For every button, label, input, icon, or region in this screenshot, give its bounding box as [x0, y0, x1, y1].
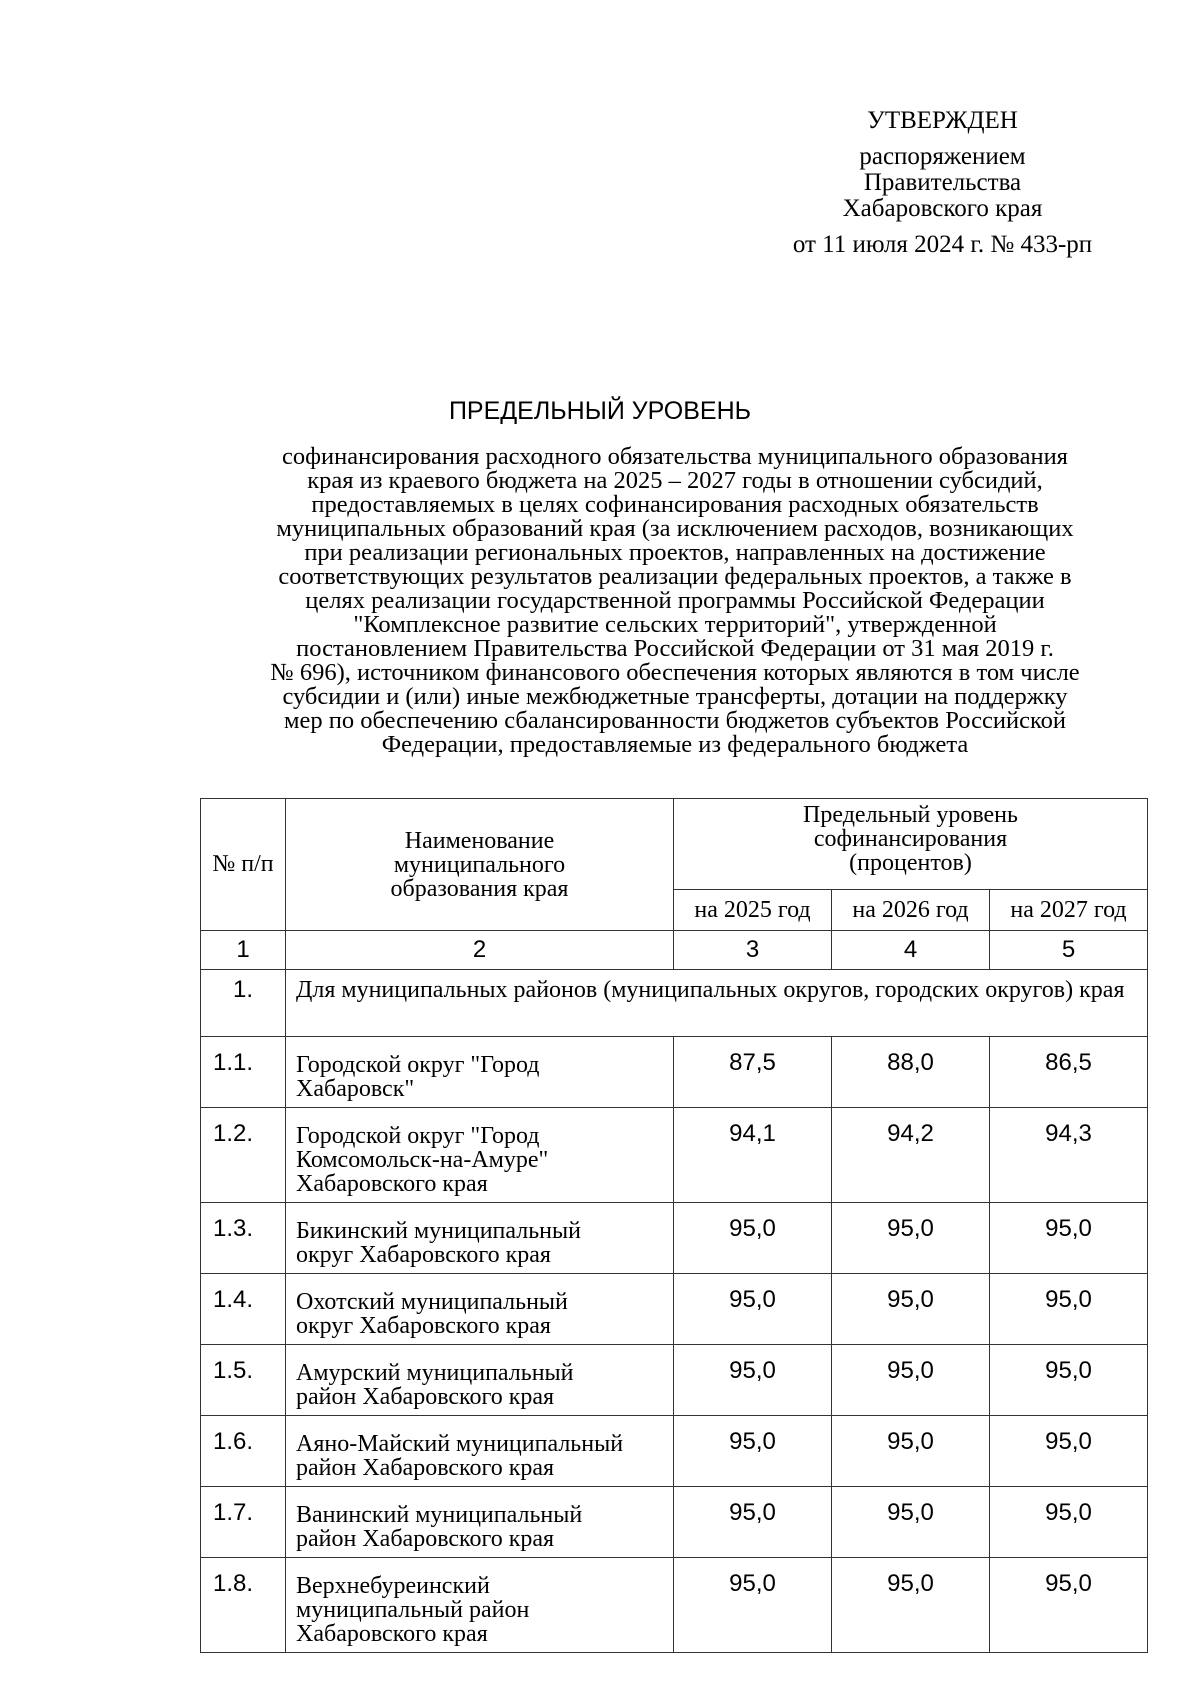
row-value-2025: 95,0: [674, 1274, 832, 1345]
row-value-2025: 95,0: [674, 1558, 832, 1653]
row-name-line: Городской округ "Город: [296, 1123, 540, 1149]
row-name-line: Амурский муниципальный: [296, 1360, 574, 1386]
table-row: [201, 1558, 1148, 1653]
subtitle-line: постановлением Правительства Российской Федерации от 31 мая 2019 г.: [296, 635, 1054, 662]
row-value-2026: 95,0: [832, 1203, 990, 1274]
row-value-2025: 95,0: [674, 1487, 832, 1558]
row-num: 1.6.: [201, 1416, 286, 1487]
header-level-text: Предельный уровень софинансирования (процентов): [803, 802, 1018, 876]
row-name-line: округ Хабаровского края: [296, 1242, 551, 1268]
row-num: 1.7.: [201, 1487, 286, 1558]
subtitle-line: мер по обеспечению сбалансированности бюджетов субъектов Российской: [284, 707, 1066, 734]
row-name-line: район Хабаровского края: [296, 1526, 555, 1552]
header-year-2025: на 2025 год: [674, 890, 832, 931]
row-num: 1.2.: [201, 1108, 286, 1203]
subtitle-line: края из краевого бюджета на 2025 – 2027 годы в отношении субсидий,: [307, 467, 1043, 494]
row-name: [286, 1108, 674, 1203]
row-value-2027: 95,0: [990, 1345, 1148, 1416]
row-value-2025: 95,0: [674, 1345, 832, 1416]
column-index: 2: [286, 931, 674, 970]
approval-title: УТВЕРЖДЕН: [867, 107, 1018, 134]
section-text: Для муниципальных районов (муниципальных округов, городских округов) края: [286, 970, 1148, 1037]
row-num: 1.5.: [201, 1345, 286, 1416]
approval-line-1: распоряжением: [859, 143, 1026, 170]
row-value-2027: 86,5: [990, 1037, 1148, 1108]
subtitle-line: субсидии и (или) иные межбюджетные трансферты, дотации на поддержку: [282, 683, 1068, 710]
row-name-line: Городской округ "Город: [296, 1052, 540, 1078]
header-num: № п/п: [201, 799, 286, 931]
row-name-line: Ванинский муниципальный: [296, 1502, 583, 1528]
header-level: [674, 799, 1148, 890]
table-row: [201, 1274, 1148, 1345]
header-name-text: Наименование муниципального образования края: [390, 827, 569, 902]
subtitle-line: Федерации, предоставляемые из федерального бюджета: [381, 731, 969, 758]
row-value-2027: 95,0: [990, 1487, 1148, 1558]
table-row: [201, 1416, 1148, 1487]
subtitle-line: софинансирования расходного обязательства муниципального образования: [282, 443, 1068, 470]
row-name: [286, 1037, 674, 1108]
row-name-line: Верхнебуреинский: [296, 1573, 490, 1599]
header-year-2026: на 2026 год: [832, 890, 990, 931]
row-value-2025: 95,0: [674, 1416, 832, 1487]
table-row: [201, 1108, 1148, 1203]
row-name-line: Охотский муниципальный: [296, 1289, 568, 1315]
row-value-2026: 95,0: [832, 1345, 990, 1416]
header-year-2027: на 2027 год: [990, 890, 1148, 931]
row-name: [286, 1416, 674, 1487]
document-subtitle: [200, 445, 1150, 757]
row-value-2026: 95,0: [832, 1487, 990, 1558]
row-name-line: муниципальный район: [296, 1597, 530, 1623]
table-row: [201, 1037, 1148, 1108]
row-value-2025: 87,5: [674, 1037, 832, 1108]
row-num: 1.1.: [201, 1037, 286, 1108]
subtitle-line: при реализации региональных проектов, направленных на достижение: [304, 539, 1046, 566]
row-name-line: район Хабаровского края: [296, 1384, 555, 1410]
row-num: 1.8.: [201, 1558, 286, 1653]
approval-line-3: Хабаровского края: [842, 195, 1043, 222]
row-name: [286, 1203, 674, 1274]
header-name: [286, 799, 674, 931]
row-num: 1.4.: [201, 1274, 286, 1345]
row-name-line: Хабаровского края: [296, 1171, 488, 1197]
document-title: ПРЕДЕЛЬНЫЙ УРОВЕНЬ: [448, 397, 752, 425]
row-value-2025: 95,0: [674, 1203, 832, 1274]
row-name-line: Хабаровск": [296, 1076, 415, 1102]
row-name: [286, 1487, 674, 1558]
row-name: [286, 1274, 674, 1345]
row-value-2025: 94,1: [674, 1108, 832, 1203]
row-value-2027: 95,0: [990, 1274, 1148, 1345]
row-value-2027: 95,0: [990, 1558, 1148, 1653]
row-value-2026: 94,2: [832, 1108, 990, 1203]
row-name: [286, 1345, 674, 1416]
row-name-line: Комсомольск-на-Амуре": [296, 1147, 549, 1173]
row-value-2026: 95,0: [832, 1416, 990, 1487]
column-index: 4: [832, 931, 990, 970]
column-index-row: [201, 931, 1148, 970]
column-index: 3: [674, 931, 832, 970]
row-name-line: Хабаровского края: [296, 1621, 488, 1647]
subtitle-line: "Комплексное развитие сельских территорий", утвержденной: [353, 611, 997, 638]
approval-block: [760, 108, 1125, 258]
table-header-row: [201, 799, 1148, 890]
subtitle-line: целях реализации государственной программы Российской Федерации: [305, 587, 1045, 614]
row-name-line: округ Хабаровского края: [296, 1313, 551, 1339]
table-row: [201, 1203, 1148, 1274]
row-value-2026: 95,0: [832, 1274, 990, 1345]
cofinancing-table: [200, 798, 1148, 1653]
approval-date: от 11 июля 2024 г. № 433-рп: [792, 231, 1093, 258]
column-index: 1: [201, 931, 286, 970]
row-value-2026: 95,0: [832, 1558, 990, 1653]
subtitle-line: предоставляемых в целях софинансирования расходных обязательств: [311, 491, 1039, 518]
row-name-line: Бикинский муниципальный: [296, 1218, 581, 1244]
subtitle-line: № 696), источником финансового обеспечения которых являются в том числе: [270, 659, 1080, 686]
row-name-line: район Хабаровского края: [296, 1455, 555, 1481]
section-num: 1.: [201, 970, 286, 1037]
row-value-2027: 94,3: [990, 1108, 1148, 1203]
section-row: [201, 970, 1148, 1037]
subtitle-line: муниципальных образований края (за исключением расходов, возникающих: [276, 515, 1074, 542]
subtitle-line: соответствующих результатов реализации федеральных проектов, а также в: [278, 563, 1072, 590]
row-value-2027: 95,0: [990, 1203, 1148, 1274]
row-name: [286, 1558, 674, 1653]
row-name-line: Аяно-Майский муниципальный: [296, 1431, 624, 1457]
table-row: [201, 1487, 1148, 1558]
row-value-2026: 88,0: [832, 1037, 990, 1108]
approval-line-2: Правительства: [863, 169, 1022, 196]
table-row: [201, 1345, 1148, 1416]
row-num: 1.3.: [201, 1203, 286, 1274]
row-value-2027: 95,0: [990, 1416, 1148, 1487]
column-index: 5: [990, 931, 1148, 970]
